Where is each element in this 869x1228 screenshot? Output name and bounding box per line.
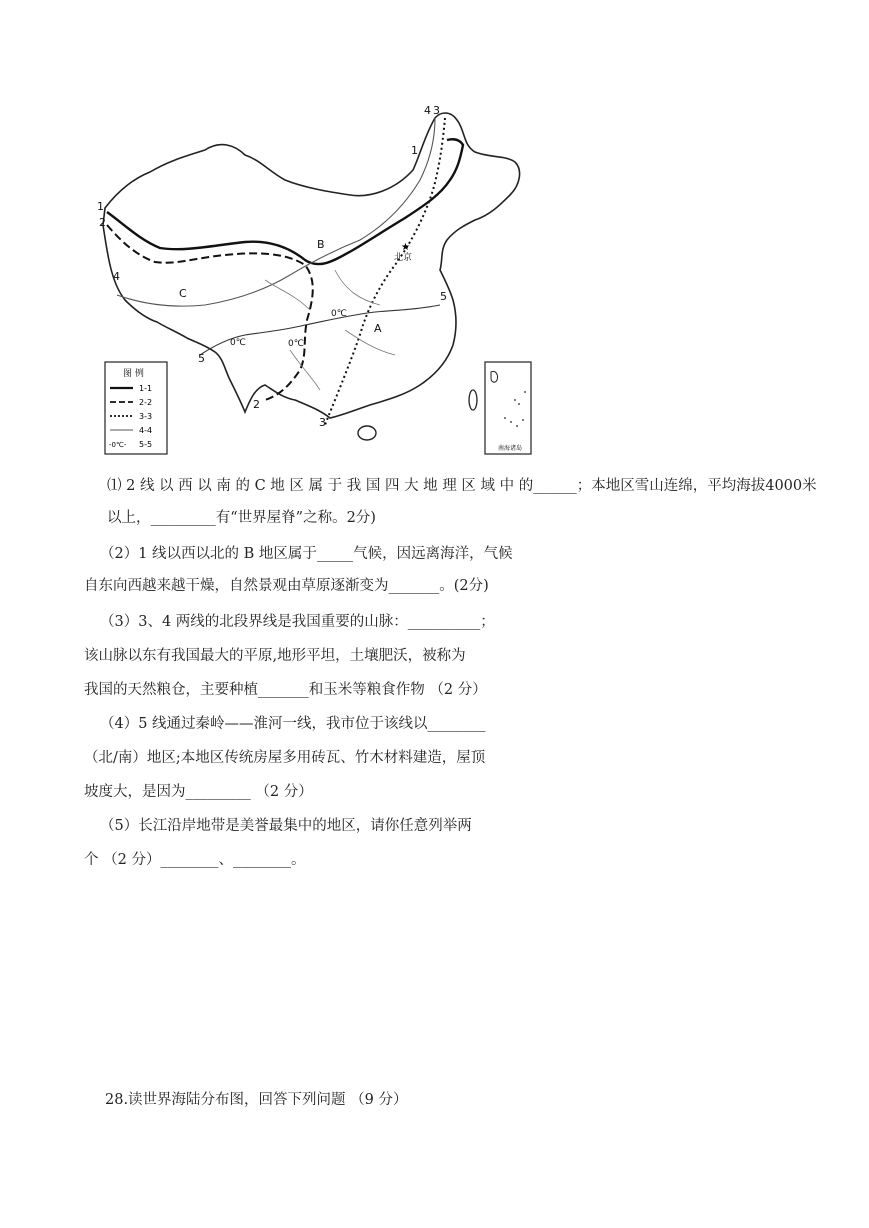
label-region-a: A <box>374 322 382 335</box>
question-1-line-2: 以上，_________有“世界屋脊”之称。2分) <box>107 510 376 526</box>
question-3-line-3: 我国的天然粮仓，主要种植_______和玉米等粮食作物 （2 分） <box>84 682 487 698</box>
label-line-5-w: 5 <box>198 352 205 365</box>
label-line-1-ne: 1 <box>411 144 418 157</box>
question-4-line-2: （北/南）地区;本地区传统房屋多用砖瓦、竹木材料建造，屋顶 <box>84 750 486 766</box>
question-4-line-1: （4）5 线通过秦岭——淮河一线，我市位于该线以________ <box>100 716 486 732</box>
question-28-heading: 28.读世界海陆分布图，回答下列问题 （9 分） <box>105 1092 408 1108</box>
label-beijing: 北京 <box>394 253 413 263</box>
map-legend <box>105 362 167 454</box>
legend-item-1: 1-1 <box>139 384 153 393</box>
legend-item-5-prefix: -0℃- <box>109 441 127 449</box>
legend-title: 图 例 <box>123 369 144 379</box>
question-1-line-1: ⑴ 2 线 以 西 以 南 的 C 地 区 属 于 我 国 四 大 地 理 区 域 中 的______；本地区雪山连绵，平均海拔4000米 <box>107 478 817 494</box>
taiwan-island <box>469 390 477 410</box>
label-zero-c-3: 0℃ <box>230 338 246 348</box>
legend-item-5: 5-5 <box>139 440 153 449</box>
label-zero-c-2: 0℃ <box>288 339 304 349</box>
label-line-4-w: 4 <box>113 270 120 283</box>
question-5-line-1: （5）长江沿岸地带是美誉最集中的地区，请你任意列举两 <box>100 818 472 834</box>
legend-item-3: 3-3 <box>139 412 153 421</box>
question-4-line-3: 坡度大，是因为_________ （2 分） <box>84 784 313 800</box>
label-line-2-s: 2 <box>253 398 260 411</box>
inset-label: 南海诸岛 <box>498 445 523 452</box>
label-line-3-top: 3 <box>433 104 440 117</box>
question-2-line-2: 自东向西越来越干燥，自然景观由草原逐渐变为_______。(2分) <box>84 578 489 594</box>
question-2-line-1: （2）1 线以西以北的 B 地区属于_____气候，因远离海洋，气候 <box>100 546 513 562</box>
legend-item-4: 4-4 <box>139 426 153 435</box>
south-sea-inset <box>485 362 531 454</box>
question-5-line-2: 个 （2 分）________、________。 <box>84 852 306 868</box>
hainan-island <box>358 426 376 440</box>
question-3-line-2: 该山脉以东有我国最大的平原,地形平坦，土壤肥沃，被称为 <box>84 648 466 664</box>
label-zero-c-1: 0℃ <box>331 309 347 319</box>
label-line-2-w: 2 <box>99 216 106 229</box>
china-map-svg <box>95 100 535 465</box>
label-line-3-s: 3 <box>319 416 326 429</box>
china-map-figure <box>95 100 535 465</box>
label-line-5-e: 5 <box>440 290 447 303</box>
legend-item-2: 2-2 <box>139 398 153 407</box>
question-3-line-1: （3）3、4 两线的北段界线是我国重要的山脉：__________； <box>100 614 495 630</box>
line-4 <box>117 118 435 306</box>
beijing-star-icon: ★ <box>401 242 410 253</box>
label-region-c: C <box>179 287 187 300</box>
label-line-4-top: 4 <box>424 104 431 117</box>
label-region-b: B <box>317 238 325 251</box>
label-line-1-w: 1 <box>97 200 104 213</box>
